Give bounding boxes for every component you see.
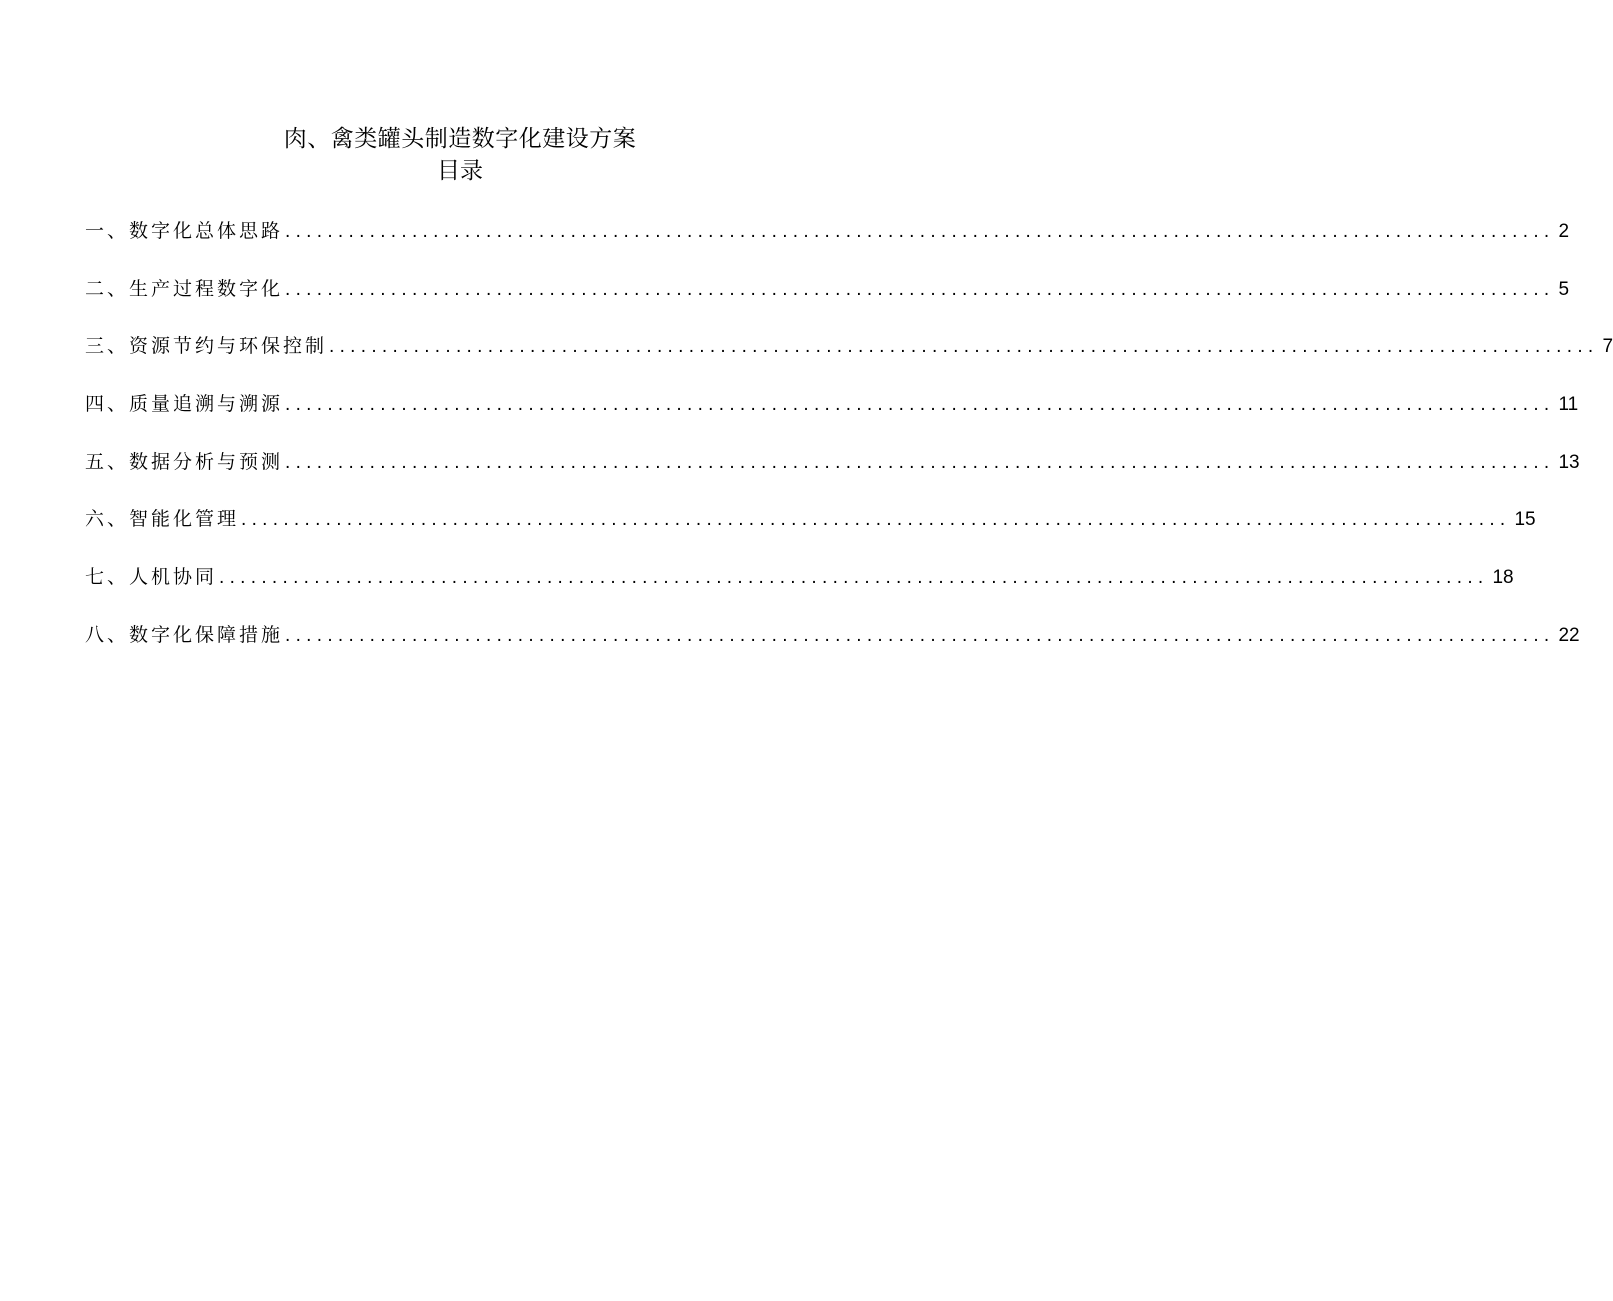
toc-entry-page: 15: [1514, 509, 1536, 531]
toc-entry-label: 一、数字化总体思路: [85, 220, 284, 242]
toc-entry-page: 5: [1558, 278, 1570, 300]
toc-entry-7[interactable]: [85, 563, 1514, 621]
toc-dot-leader: ........................................................................................................................: [285, 394, 1555, 416]
toc-dot-leader: ........................................................................................................................: [219, 567, 1489, 589]
toc-entry-4[interactable]: [85, 390, 1579, 448]
toc-entry-2[interactable]: [85, 275, 1570, 333]
toc-entry-label: 二、生产过程数字化: [85, 277, 284, 300]
toc-entry-label: 三、资源节约与环保控制: [85, 335, 328, 358]
toc-dot-leader: ........................................................................................................................: [241, 509, 1511, 531]
toc-heading: 目录: [437, 158, 483, 184]
toc-entry-label: 六、智能化管理: [85, 508, 240, 531]
toc-entry-8[interactable]: [85, 621, 1580, 679]
toc-entry-label: 七、人机协同: [85, 566, 218, 589]
document-title: 肉、禽类罐头制造数字化建设方案: [283, 126, 637, 152]
toc-entry-3[interactable]: [85, 332, 1613, 390]
toc-entry-page: 22: [1558, 624, 1580, 646]
toc-dot-leader: ........................................................................................................................: [329, 336, 1599, 358]
toc-dot-leader: ........................................................................................................................: [285, 221, 1555, 242]
toc-entry-page: 11: [1558, 394, 1579, 416]
toc-entry-label: 四、质量追溯与溯源: [85, 393, 284, 416]
toc-entry-5[interactable]: [85, 448, 1580, 506]
toc-dot-leader: ........................................................................................................................: [285, 278, 1555, 300]
toc-dot-leader: ........................................................................................................................: [285, 451, 1555, 473]
toc-entry-label: 五、数据分析与预测: [85, 450, 284, 473]
toc-entry-page: 7: [1602, 336, 1613, 358]
toc-entry-page: 13: [1558, 451, 1580, 473]
toc-entry-1[interactable]: [85, 217, 1570, 275]
toc-entry-label: 八、数字化保障措施: [85, 623, 284, 646]
toc-entry-6[interactable]: [85, 505, 1536, 563]
toc-dot-leader: ........................................................................................................................: [285, 624, 1555, 646]
toc-entry-page: 18: [1492, 567, 1514, 589]
toc-entry-page: 2: [1558, 221, 1570, 242]
table-of-contents: [85, 217, 1613, 679]
